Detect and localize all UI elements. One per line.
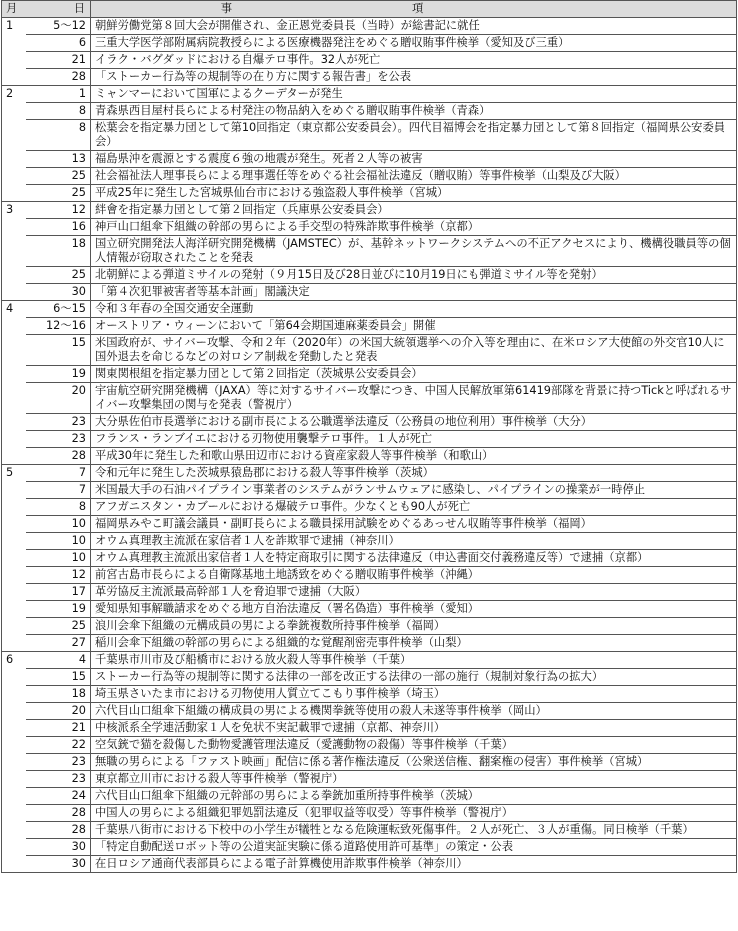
table-row [2, 737, 737, 754]
table-row [2, 550, 737, 567]
table-row [2, 771, 737, 788]
event-cell: 前宮古島市長らによる自衛隊基地土地誘致をめぐる贈収賄事件検挙（沖縄） [91, 567, 737, 584]
month-cell: 6 [2, 652, 27, 669]
event-cell: 「ストーカー行為等の規制等の在り方に関する報告書」を公表 [91, 69, 737, 86]
table-row [2, 533, 737, 550]
table-row [2, 318, 737, 335]
event-cell: 在日ロシア通商代表部員らによる電子計算機使用詐欺事件検挙（神奈川） [91, 856, 737, 873]
month-cell [2, 601, 27, 618]
event-cell: 宇宙航空研究開発機構（JAXA）等に対するサイバー攻撃につき、中国人民解放軍第61419部隊を背景に持つTickと呼ばれるサイバー攻撃集団の関与を発表（警視庁） [91, 383, 737, 414]
month-cell [2, 805, 27, 822]
day-cell: 12 [26, 567, 91, 584]
month-cell [2, 839, 27, 856]
event-cell: 青森県西目屋村長らによる村発注の物品納入をめぐる贈収賄事件検挙（青森） [91, 103, 737, 120]
month-cell [2, 414, 27, 431]
table-row [2, 431, 737, 448]
day-cell: 27 [26, 635, 91, 652]
table-row [2, 720, 737, 737]
month-cell [2, 35, 27, 52]
month-cell [2, 788, 27, 805]
day-cell: 23 [26, 431, 91, 448]
event-cell: 空気銃で猫を殺傷した動物愛護管理法違反（愛護動物の殺傷）等事件検挙（千葉） [91, 737, 737, 754]
month-cell [2, 448, 27, 465]
event-cell: 国立研究開発法人海洋研究開発機構（JAMSTEC）が、基幹ネットワークシステムへの不正アクセスにより、機構役職員等の個人情報が窃取されたことを発表 [91, 236, 737, 267]
table-row [2, 448, 737, 465]
event-cell: 神戸山口組傘下組織の幹部の男らによる手交型の特殊詐欺事件検挙（京都） [91, 219, 737, 236]
day-cell: 5～12 [26, 18, 91, 35]
month-cell: 2 [2, 86, 27, 103]
table-row [2, 788, 737, 805]
event-cell: 令和３年春の全国交通安全運動 [91, 301, 737, 318]
table-row [2, 686, 737, 703]
month-cell [2, 737, 27, 754]
event-cell: 社会福祉法人理事長らによる理事選任等をめぐる社会福祉法違反（贈収賄）等事件検挙（山梨及び大阪） [91, 168, 737, 185]
month-cell [2, 151, 27, 168]
day-cell: 25 [26, 267, 91, 284]
table-row [2, 18, 737, 35]
event-cell: 「第４次犯罪被害者等基本計画」閣議決定 [91, 284, 737, 301]
table-row [2, 482, 737, 499]
day-cell: 1 [26, 86, 91, 103]
event-cell: 六代目山口組傘下組織の元幹部の男らによる拳銃加重所持事件検挙（茨城） [91, 788, 737, 805]
chronology-table [1, 0, 737, 873]
day-cell: 18 [26, 236, 91, 267]
month-cell [2, 754, 27, 771]
event-cell: ストーカー行為等の規制等に関する法律の一部を改正する法律の一部の施行（規制対象行為の拡大） [91, 669, 737, 686]
day-cell: 23 [26, 754, 91, 771]
day-cell: 30 [26, 839, 91, 856]
event-cell: 千葉県八街市における下校中の小学生が犠牲となる危険運転致死傷事件。２人が死亡、３人が重傷。同日検挙（千葉） [91, 822, 737, 839]
table-row [2, 499, 737, 516]
month-cell [2, 720, 27, 737]
day-cell: 16 [26, 219, 91, 236]
table-row [2, 267, 737, 284]
month-cell [2, 771, 27, 788]
table-row [2, 103, 737, 120]
month-cell [2, 431, 27, 448]
event-cell: 福岡県みやこ町議会議員・副町長らによる職員採用試験をめぐるあっせん収賄等事件検挙（福岡） [91, 516, 737, 533]
table-row [2, 366, 737, 383]
month-cell [2, 482, 27, 499]
month-cell [2, 584, 27, 601]
event-cell: ミャンマーにおいて国軍によるクーデターが発生 [91, 86, 737, 103]
day-cell: 28 [26, 448, 91, 465]
month-cell [2, 366, 27, 383]
table-row [2, 652, 737, 669]
table-row [2, 219, 737, 236]
table-row [2, 635, 737, 652]
event-cell: 三重大学医学部附属病院教授らによる医療機器発注をめぐる贈収賄事件検挙（愛知及び三重） [91, 35, 737, 52]
event-cell: 朝鮮労働党第８回大会が開催され、金正恩党委員長（当時）が総書記に就任 [91, 18, 737, 35]
day-cell: 25 [26, 185, 91, 202]
event-cell: 令和元年に発生した茨城県猿島郡における殺人等事件検挙（茨城） [91, 465, 737, 482]
day-cell: 7 [26, 465, 91, 482]
day-cell: 7 [26, 482, 91, 499]
month-cell [2, 318, 27, 335]
month-cell [2, 185, 27, 202]
day-cell: 10 [26, 550, 91, 567]
day-cell: 23 [26, 414, 91, 431]
table-row [2, 839, 737, 856]
day-cell: 4 [26, 652, 91, 669]
event-cell: オウム真理教主流派出家信者１人を特定商取引に関する法律違反（申込書面交付義務違反等）で逮捕（京都） [91, 550, 737, 567]
day-cell: 21 [26, 52, 91, 69]
month-cell [2, 550, 27, 567]
event-cell: フランス・ランブイエにおける刃物使用襲撃テロ事件。１人が死亡 [91, 431, 737, 448]
month-cell [2, 856, 27, 873]
event-cell: 千葉県市川市及び船橋市における放火殺人等事件検挙（千葉） [91, 652, 737, 669]
event-cell: 平成30年に発生した和歌山県田辺市における資産家殺人等事件検挙（和歌山） [91, 448, 737, 465]
month-cell [2, 168, 27, 185]
day-cell: 28 [26, 822, 91, 839]
month-cell [2, 267, 27, 284]
day-cell: 12 [26, 202, 91, 219]
table-row [2, 120, 737, 151]
table-row [2, 69, 737, 86]
day-cell: 6～15 [26, 301, 91, 318]
month-cell [2, 120, 27, 151]
table-row [2, 236, 737, 267]
day-cell: 30 [26, 284, 91, 301]
day-cell: 15 [26, 335, 91, 366]
event-cell: イラク・バグダッドにおける自爆テロ事件。32人が死亡 [91, 52, 737, 69]
event-cell: 浪川会傘下組織の元構成員の男による拳銃複数所持事件検挙（福岡） [91, 618, 737, 635]
table-row [2, 601, 737, 618]
event-cell: オーストリア・ウィーンにおいて「第64会期国連麻薬委員会」開催 [91, 318, 737, 335]
event-cell: 大分県佐伯市長選挙における副市長による公職選挙法違反（公務員の地位利用）事件検挙（大分） [91, 414, 737, 431]
table-row [2, 754, 737, 771]
event-cell: 「特定自動配送ロボット等の公道実証実験に係る道路使用許可基準」の策定・公表 [91, 839, 737, 856]
month-cell [2, 284, 27, 301]
day-cell: 12～16 [26, 318, 91, 335]
event-cell: 埼玉県さいたま市における刃物使用人質立てこもり事件検挙（埼玉） [91, 686, 737, 703]
month-cell [2, 383, 27, 414]
event-cell: 中核派系全学連活動家１人を免状不実記載罪で逮捕（京都、神奈川） [91, 720, 737, 737]
month-cell: 1 [2, 18, 27, 35]
day-cell: 10 [26, 516, 91, 533]
day-cell: 25 [26, 168, 91, 185]
month-cell [2, 236, 27, 267]
table-row [2, 168, 737, 185]
month-cell [2, 499, 27, 516]
chronology-body [2, 18, 737, 873]
day-cell: 30 [26, 856, 91, 873]
table-row [2, 414, 737, 431]
table-row [2, 584, 737, 601]
table-header-row [2, 1, 737, 18]
month-cell: 4 [2, 301, 27, 318]
day-cell: 20 [26, 383, 91, 414]
day-cell: 15 [26, 669, 91, 686]
day-cell: 23 [26, 771, 91, 788]
table-row [2, 202, 737, 219]
month-cell [2, 822, 27, 839]
event-cell: 東京都立川市における殺人等事件検挙（警視庁） [91, 771, 737, 788]
month-cell [2, 69, 27, 86]
month-cell [2, 669, 27, 686]
month-cell [2, 618, 27, 635]
table-row [2, 669, 737, 686]
event-cell: 米国政府が、サイバー攻撃、令和２年（2020年）の米国大統領選挙への介入等を理由に、在米ロシア大使館の外交官10人に国外退去を命じるなどの対ロシア制裁を発動したと発表 [91, 335, 737, 366]
day-cell: 10 [26, 533, 91, 550]
month-cell [2, 103, 27, 120]
table-row [2, 856, 737, 873]
event-cell: アフガニスタン・カブールにおける爆破テロ事件。少なくとも90人が死亡 [91, 499, 737, 516]
day-cell: 19 [26, 601, 91, 618]
table-row [2, 822, 737, 839]
event-cell: 無職の男らによる「ファスト映画」配信に係る著作権法違反（公衆送信権、翻案権の侵害）事件検挙（宮城） [91, 754, 737, 771]
day-cell: 8 [26, 499, 91, 516]
day-cell: 21 [26, 720, 91, 737]
day-cell: 19 [26, 366, 91, 383]
event-cell: 福島県沖を震源とする震度６強の地震が発生。死者２人等の被害 [91, 151, 737, 168]
day-cell: 8 [26, 120, 91, 151]
event-cell: 革労協反主流派最高幹部１人を脅迫罪で逮捕（大阪） [91, 584, 737, 601]
event-cell: 絆會を指定暴力団として第２回指定（兵庫県公安委員会） [91, 202, 737, 219]
event-cell: 愛知県知事解職請求をめぐる地方自治法違反（署名偽造）事件検挙（愛知） [91, 601, 737, 618]
month-cell [2, 686, 27, 703]
event-cell: 松葉会を指定暴力団として第10回指定（東京都公安委員会）。四代目福博会を指定暴力団として第８回指定（福岡県公安委員会） [91, 120, 737, 151]
event-cell: 稲川会傘下組織の幹部の男らによる組織的な覚醒剤密売事件検挙（山梨） [91, 635, 737, 652]
table-row [2, 52, 737, 69]
month-cell [2, 567, 27, 584]
month-cell [2, 52, 27, 69]
header-month: 月 [2, 1, 27, 18]
day-cell: 8 [26, 103, 91, 120]
day-cell: 18 [26, 686, 91, 703]
event-cell: 中国人の男らによる組織犯罪処罰法違反（犯罪収益等収受）等事件検挙（警視庁） [91, 805, 737, 822]
event-cell: 六代目山口組傘下組織の構成員の男による機関拳銃等使用の殺人未遂等事件検挙（岡山） [91, 703, 737, 720]
event-cell: 北朝鮮による弾道ミサイルの発射（９月15日及び28日並びに10月19日にも弾道ミサイル等を発射） [91, 267, 737, 284]
day-cell: 24 [26, 788, 91, 805]
table-row [2, 301, 737, 318]
event-cell: 平成25年に発生した宮城県仙台市における強盗殺人事件検挙（宮城） [91, 185, 737, 202]
month-cell [2, 219, 27, 236]
month-cell [2, 533, 27, 550]
day-cell: 28 [26, 69, 91, 86]
header-day: 日 [26, 1, 91, 18]
table-row [2, 86, 737, 103]
table-row [2, 618, 737, 635]
day-cell: 25 [26, 618, 91, 635]
table-row [2, 567, 737, 584]
header-event: 事項 [91, 1, 737, 18]
table-row [2, 185, 737, 202]
month-cell [2, 703, 27, 720]
month-cell [2, 335, 27, 366]
table-row [2, 465, 737, 482]
event-cell: オウム真理教主流派在家信者１人を詐欺罪で逮捕（神奈川） [91, 533, 737, 550]
event-cell: 関東関根組を指定暴力団として第２回指定（茨城県公安委員会） [91, 366, 737, 383]
day-cell: 22 [26, 737, 91, 754]
event-cell: 米国最大手の石油パイプライン事業者のシステムがランサムウェアに感染し、パイプラインの操業が一時停止 [91, 482, 737, 499]
day-cell: 13 [26, 151, 91, 168]
month-cell: 3 [2, 202, 27, 219]
month-cell [2, 635, 27, 652]
table-row [2, 284, 737, 301]
month-cell [2, 516, 27, 533]
month-cell: 5 [2, 465, 27, 482]
table-row [2, 335, 737, 366]
table-row [2, 516, 737, 533]
table-row [2, 35, 737, 52]
day-cell: 17 [26, 584, 91, 601]
table-row [2, 805, 737, 822]
table-row [2, 383, 737, 414]
table-row [2, 151, 737, 168]
day-cell: 20 [26, 703, 91, 720]
day-cell: 6 [26, 35, 91, 52]
day-cell: 28 [26, 805, 91, 822]
table-row [2, 703, 737, 720]
